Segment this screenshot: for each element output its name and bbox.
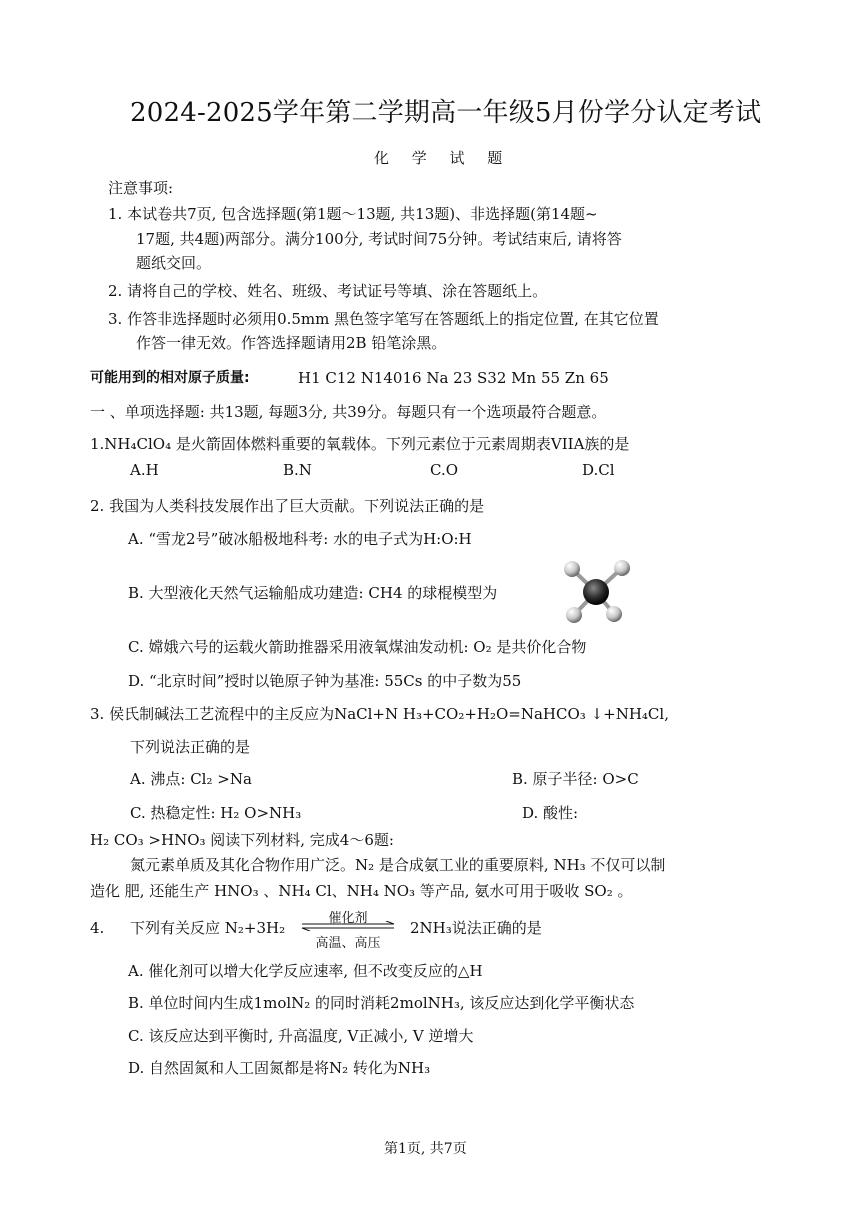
- q2-option-b: B. 大型液化天然气运输船成功建造: CH4 的球棍模型为: [128, 584, 498, 602]
- exam-subject: 化 学 试 题: [374, 149, 512, 167]
- q2-option-d: D. “北京时间”授时以铯原子钟为基准: 55Cs 的中子数为55: [128, 672, 522, 690]
- q3-option-d-continued: H₂ CO₃ >HNO₃ 阅读下列材料, 完成4～6题:: [90, 831, 394, 849]
- q3-option-c: C. 热稳定性: H₂ O>NH₃: [130, 804, 302, 822]
- q3-option-d: D. 酸性:: [522, 804, 579, 822]
- q1-option-d: D.Cl: [582, 461, 615, 479]
- q3-stem-2: 下列说法正确的是: [130, 738, 251, 756]
- q1-option-a: A.H: [130, 461, 159, 479]
- note-1-line-3: 题纸交回。: [136, 254, 212, 272]
- q4-option-c: C. 该反应达到平衡时, 升高温度, V正减小, V 逆增大: [128, 1027, 474, 1045]
- q3-stem: 3. 侯氏制碱法工艺流程中的主反应为NaCl+N H₃+CO₂+H₂O=NaHCO₃ ↓+NH₄Cl,: [90, 705, 669, 723]
- atomic-masses-values: H1 C12 N14016 Na 23 S32 Mn 55 Zn 65: [298, 369, 609, 387]
- q4-option-a: A. 催化剂可以增大化学反应速率, 但不改变反应的△H: [128, 962, 483, 980]
- q1-option-c: C.O: [430, 461, 459, 479]
- conditions-label: 高温、高压: [315, 936, 381, 951]
- q4-number: 4.: [90, 919, 105, 937]
- note-3-line-1: 3. 作答非选择题时必须用0.5mm 黑色签字笔写在答题纸上的指定位置, 在其它位置: [108, 310, 659, 328]
- q3-option-b: B. 原子半径: O>C: [512, 770, 639, 788]
- passage-line-2: 造化 肥, 还能生产 HNO₃ 、NH₄ Cl、NH₄ NO₃ 等产品, 氨水可用于吸收 SO₂ 。: [90, 882, 633, 900]
- q2-stem: 2. 我国为人类科技发展作出了巨大贡献。下列说法正确的是: [90, 497, 485, 515]
- section-1-heading: 一 、单项选择题: 共13题, 每题3分, 共39分。每题只有一个选项最符合题意。: [90, 403, 607, 421]
- note-2: 2. 请将自己的学校、姓名、班级、考试证号等填、涂在答题纸上。: [108, 282, 548, 300]
- note-1-line-1: 1. 本试卷共7页, 包含选择题(第1题～13题, 共13题)、非选择题(第14题~: [108, 205, 598, 223]
- q3-option-a: A. 沸点: Cl₂ >Na: [130, 770, 252, 788]
- methane-ball-stick-model: [560, 556, 632, 628]
- notes-heading: 注意事项:: [108, 179, 174, 197]
- q4-stem-post: 2NH₃说法正确的是: [410, 919, 542, 937]
- q4-option-d: D. 自然固氮和人工固氮都是将N₂ 转化为NH₃: [128, 1059, 431, 1077]
- q1-option-b: B.N: [283, 461, 312, 479]
- exam-title: 2024-2025学年第二学期高一年级5月份学分认定考试: [130, 98, 762, 128]
- q4-stem-pre: 下列有关反应 N₂+3H₂: [130, 919, 286, 937]
- note-3-line-2: 作答一律无效。作答选择题请用2B 铅笔涂黑。: [136, 334, 447, 352]
- atomic-masses-label: 可能用到的相对原子质量:: [90, 370, 250, 386]
- q2-option-c: C. 嫦娥六号的运载火箭助推器采用液氧煤油发动机: O₂ 是共价化合物: [128, 638, 587, 656]
- reversible-reaction-arrow: [298, 906, 398, 951]
- catalyst-label: 催化剂: [328, 911, 368, 926]
- equilibrium-arrow-icon: [298, 921, 398, 931]
- page-footer: 第1页, 共7页: [384, 1141, 467, 1157]
- note-1-line-2: 17题, 共4题)两部分。满分100分, 考试时间75分钟。考试结束后, 请将答: [136, 230, 622, 248]
- q4-option-b: B. 单位时间内生成1molN₂ 的同时消耗2molNH₃, 该反应达到化学平衡状态: [128, 994, 635, 1012]
- passage-line-1: 氮元素单质及其化合物作用广泛。N₂ 是合成氨工业的重要原料, NH₃ 不仅可以制: [130, 856, 666, 874]
- q1-stem: 1.NH₄ClO₄ 是火箭固体燃料重要的氧载体。下列元素位于元素周期表VIIA族的是: [90, 435, 630, 453]
- q2-option-a: A. “雪龙2号”破冰船极地科考: 水的电子式为H:O:H: [128, 530, 472, 548]
